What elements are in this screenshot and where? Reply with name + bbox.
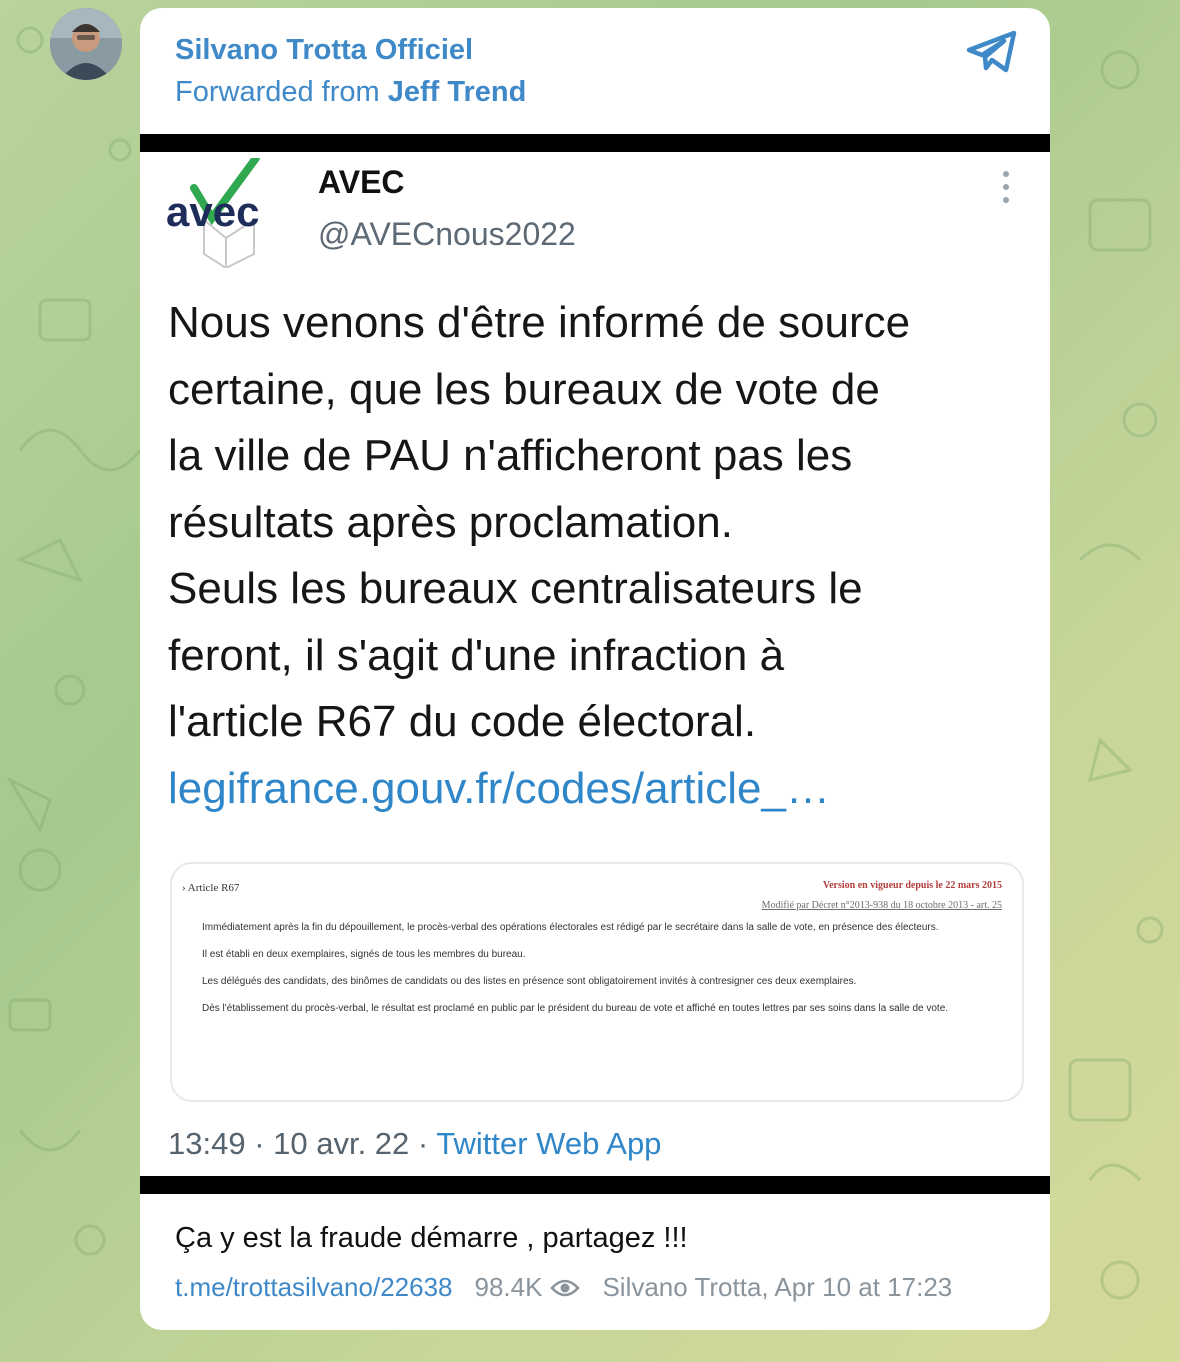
article-preview-card — [170, 862, 1024, 1102]
view-count: 98.4K — [474, 1272, 543, 1302]
article-paragraph: Immédiatement après la fin du dépouillement, le procès-verbal des opérations électorales est rédigé par le secrétaire dans la salle de vote, en présence des électeurs. — [202, 922, 939, 933]
tweet-line: Nous venons d'être informé de source — [168, 298, 911, 347]
message-header — [175, 30, 526, 112]
eye-icon — [550, 1278, 580, 1298]
more-vertical-icon — [998, 170, 1014, 204]
tweet-link: legifrance.gouv.fr/codes/article_… — [168, 763, 830, 813]
tweet-card — [140, 152, 1050, 1176]
article-title: › Article R67 — [182, 882, 240, 894]
message-footer — [175, 1272, 952, 1303]
article-paragraph: Les délégués des candidats, des binômes de candidats ou des listes en présence sont obligatoirement invités à contresigner ces deux exemplaires. — [202, 976, 857, 987]
avatar-photo — [50, 8, 122, 80]
message-caption: Ça y est la fraude démarre , partagez !!! — [175, 1222, 688, 1254]
tweet-meta — [168, 1126, 661, 1162]
tweet-line: résultats après proclamation. — [168, 497, 733, 547]
tweet-author-handle: @AVECnous2022 — [318, 216, 576, 252]
forwarded-prefix: Forwarded from — [175, 76, 380, 108]
telegram-share-icon[interactable] — [966, 30, 1018, 74]
channel-name[interactable]: Silvano Trotta Officiel — [175, 34, 474, 66]
tweet-screenshot[interactable] — [140, 134, 1050, 1194]
post-link[interactable]: t.me/trottasilvano/22638 — [175, 1272, 453, 1302]
tweet-line: la ville de PAU n'afficheront pas les — [168, 431, 853, 480]
article-version: Version en vigueur depuis le 22 mars 2015 — [822, 880, 1002, 891]
forwarded-source[interactable]: Jeff Trend — [387, 76, 527, 108]
tweet-time: 13:49 · 10 avr. 22 · — [168, 1126, 437, 1161]
avec-logo — [166, 158, 296, 268]
article-paragraph: Dès l'établissement du procès-verbal, le résultat est proclamé en public par le président du bureau de vote et affiché en toutes lettres par ses soins dans la salle de vote. — [202, 1003, 949, 1014]
tweet-line: l'article R67 du code électoral. — [168, 697, 757, 746]
tweet-line: feront, il s'agit d'une infraction à — [168, 630, 785, 680]
article-modification: Modifié par Décret n°2013-938 du 18 octobre 2013 - art. 25 — [761, 900, 1002, 911]
channel-avatar[interactable] — [50, 8, 122, 80]
tweet-app: Twitter Web App — [436, 1126, 662, 1161]
forwarded-line — [175, 72, 526, 112]
tweet-line: certaine, que les bureaux de vote de — [168, 364, 880, 414]
logo-text: avec — [166, 188, 260, 235]
message-signature: Silvano Trotta, Apr 10 at 17:23 — [602, 1272, 953, 1302]
tweet-author-name: AVEC — [318, 164, 405, 200]
message-bubble[interactable] — [140, 8, 1050, 1330]
article-paragraph: Il est établi en deux exemplaires, signés de tous les membres du bureau. — [202, 949, 526, 960]
tweet-line: Seuls les bureaux centralisateurs le — [168, 564, 863, 613]
tweet-text — [168, 290, 1028, 822]
